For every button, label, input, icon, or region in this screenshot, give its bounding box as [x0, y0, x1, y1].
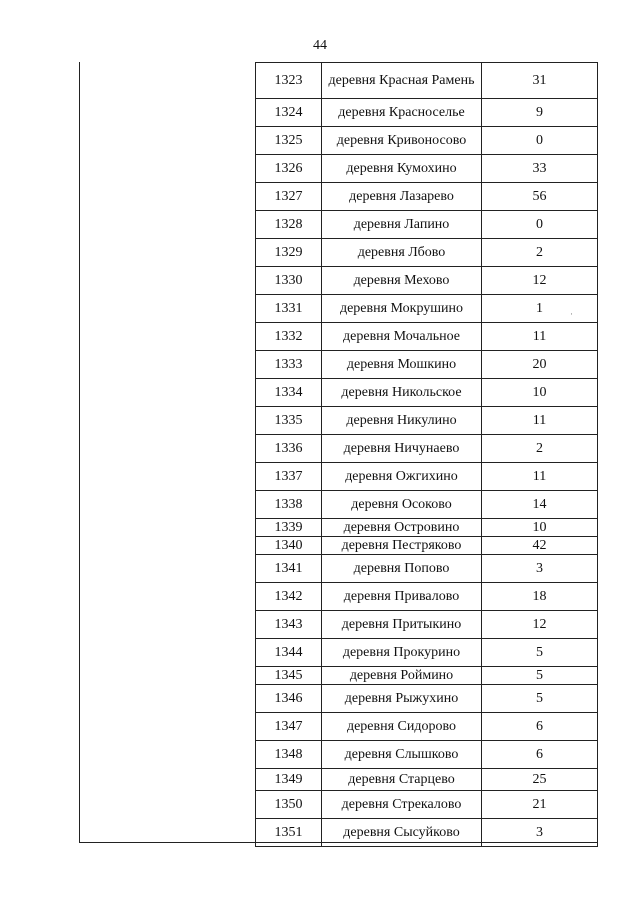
row-value: 2: [482, 239, 598, 267]
table-row: [256, 769, 598, 791]
table-row: [256, 491, 598, 519]
row-value: 10: [482, 379, 598, 407]
table-row: [256, 379, 598, 407]
row-number: 1323: [256, 63, 322, 99]
settlement-name: деревня Прокурино: [322, 639, 482, 667]
table-row: [256, 685, 598, 713]
row-value: 25: [482, 769, 598, 791]
settlement-name: деревня Сидорово: [322, 713, 482, 741]
row-number: 1332: [256, 323, 322, 351]
row-number: 1346: [256, 685, 322, 713]
row-number: 1344: [256, 639, 322, 667]
table-row: [256, 323, 598, 351]
row-value: 5: [482, 639, 598, 667]
row-number: 1333: [256, 351, 322, 379]
row-value: 6: [482, 713, 598, 741]
settlement-name: деревня Рыжухино: [322, 685, 482, 713]
settlement-name: деревня Красноселье: [322, 99, 482, 127]
settlement-name: деревня Роймино: [322, 667, 482, 685]
row-value: 5: [482, 667, 598, 685]
table-row: [256, 183, 598, 211]
settlement-name: деревня Старцево: [322, 769, 482, 791]
row-value: 1: [482, 295, 598, 323]
row-number: 1340: [256, 537, 322, 555]
row-value: 6: [482, 741, 598, 769]
table-row: [256, 267, 598, 295]
table-row: [256, 463, 598, 491]
table-row: [256, 351, 598, 379]
settlement-name: деревня Островино: [322, 519, 482, 537]
row-number: 1336: [256, 435, 322, 463]
row-number: 1337: [256, 463, 322, 491]
table-row: [256, 741, 598, 769]
row-number: 1327: [256, 183, 322, 211]
table-row: [256, 713, 598, 741]
row-value: 10: [482, 519, 598, 537]
table-row: [256, 63, 598, 99]
row-value: 5: [482, 685, 598, 713]
table-row: [256, 211, 598, 239]
row-number: 1351: [256, 819, 322, 847]
table-row: [256, 127, 598, 155]
row-value: 11: [482, 407, 598, 435]
scan-speck: ·: [570, 309, 573, 319]
settlement-name: деревня Никольское: [322, 379, 482, 407]
row-value: 3: [482, 555, 598, 583]
row-value: 12: [482, 267, 598, 295]
settlement-name: деревня Никулино: [322, 407, 482, 435]
settlement-name: деревня Мокрушино: [322, 295, 482, 323]
row-value: 42: [482, 537, 598, 555]
row-value: 2: [482, 435, 598, 463]
row-number: 1343: [256, 611, 322, 639]
table-row: [256, 239, 598, 267]
settlement-name: деревня Лазарево: [322, 183, 482, 211]
row-number: 1348: [256, 741, 322, 769]
settlement-name: деревня Красная Рамень: [322, 63, 482, 99]
table-row: [256, 537, 598, 555]
row-number: 1324: [256, 99, 322, 127]
table-row: [256, 667, 598, 685]
row-number: 1345: [256, 667, 322, 685]
table-row: [256, 295, 598, 323]
table-row: [256, 639, 598, 667]
page-number: 44: [313, 38, 327, 53]
settlement-name: деревня Кумохино: [322, 155, 482, 183]
row-value: 11: [482, 463, 598, 491]
row-value: 31: [482, 63, 598, 99]
settlement-name: деревня Сысуйково: [322, 819, 482, 847]
settlement-name: деревня Мочальное: [322, 323, 482, 351]
settlement-name: деревня Стрекалово: [322, 791, 482, 819]
row-value: 3: [482, 819, 598, 847]
row-number: 1326: [256, 155, 322, 183]
settlement-name: деревня Притыкино: [322, 611, 482, 639]
row-number: 1329: [256, 239, 322, 267]
settlement-name: деревня Ничунаево: [322, 435, 482, 463]
row-number: 1350: [256, 791, 322, 819]
table-row: [256, 583, 598, 611]
row-value: 18: [482, 583, 598, 611]
row-number: 1334: [256, 379, 322, 407]
settlement-name: деревня Мехово: [322, 267, 482, 295]
row-value: 14: [482, 491, 598, 519]
row-value: 0: [482, 211, 598, 239]
row-number: 1331: [256, 295, 322, 323]
table-row: [256, 791, 598, 819]
table-row: [256, 155, 598, 183]
table-row: [256, 611, 598, 639]
table-row: [256, 555, 598, 583]
row-value: 0: [482, 127, 598, 155]
settlement-name: деревня Слышково: [322, 741, 482, 769]
settlement-name: деревня Осоково: [322, 491, 482, 519]
row-value: 9: [482, 99, 598, 127]
row-number: 1325: [256, 127, 322, 155]
row-number: 1341: [256, 555, 322, 583]
row-value: 56: [482, 183, 598, 211]
row-value: 33: [482, 155, 598, 183]
row-value: 12: [482, 611, 598, 639]
settlement-name: деревня Кривоносово: [322, 127, 482, 155]
row-number: 1338: [256, 491, 322, 519]
row-number: 1347: [256, 713, 322, 741]
table-row: [256, 435, 598, 463]
row-number: 1349: [256, 769, 322, 791]
row-number: 1335: [256, 407, 322, 435]
settlement-name: деревня Лбово: [322, 239, 482, 267]
settlements-table: [255, 62, 598, 847]
row-value: 20: [482, 351, 598, 379]
table-row: [256, 519, 598, 537]
row-number: 1330: [256, 267, 322, 295]
row-number: 1342: [256, 583, 322, 611]
settlement-name: деревня Пестряково: [322, 537, 482, 555]
settlement-name: деревня Привалово: [322, 583, 482, 611]
table-row: [256, 819, 598, 847]
row-value: 21: [482, 791, 598, 819]
table-row: [256, 407, 598, 435]
settlement-name: деревня Лапино: [322, 211, 482, 239]
settlement-name: деревня Попово: [322, 555, 482, 583]
row-number: 1339: [256, 519, 322, 537]
settlement-name: деревня Ожгихино: [322, 463, 482, 491]
settlement-name: деревня Мошкино: [322, 351, 482, 379]
row-value: 11: [482, 323, 598, 351]
row-number: 1328: [256, 211, 322, 239]
table-row: [256, 99, 598, 127]
